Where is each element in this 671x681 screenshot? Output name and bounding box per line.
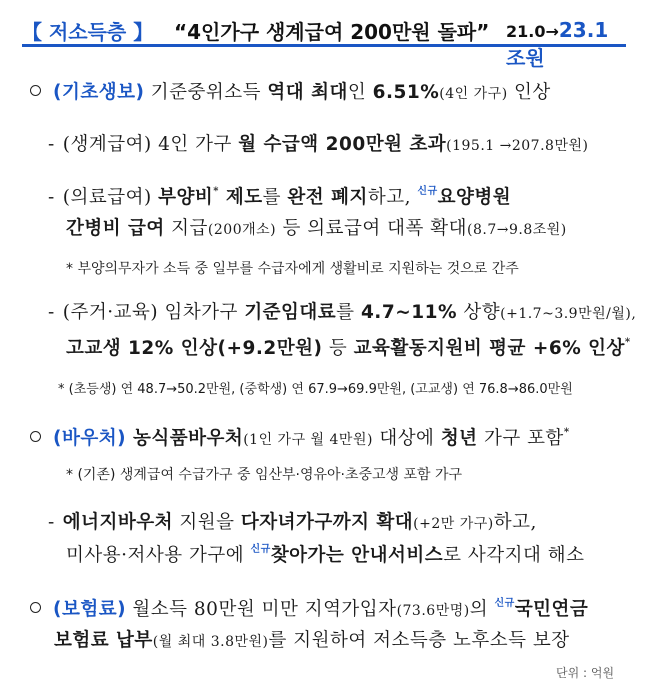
medical-bold5: 간병비 급여 xyxy=(66,218,165,239)
medical-bold2: 제도 xyxy=(218,187,263,208)
energy-bold1: 에너지바우처 xyxy=(62,512,173,533)
energy-small1: (+2만 가구) xyxy=(413,516,494,532)
housing-bold1: 기준임대료 xyxy=(244,302,337,323)
basic-text3: 인상 xyxy=(507,82,551,103)
energy-bold3: 찾아가는 안내서비스 xyxy=(270,545,444,566)
medical-text1: (의료급여) xyxy=(62,187,159,208)
circle-bullet-icon xyxy=(30,85,41,96)
housing-text2: 를 xyxy=(336,302,361,323)
energy-line2 xyxy=(66,540,584,567)
voucher-footnote: * (기존) 생계급여 수급가구 중 임산부·영유아·초중고생 포함 가구 xyxy=(66,467,463,483)
energy-text1: 지원을 xyxy=(173,512,241,533)
voucher-small1: (1인 가구 월 4만원) xyxy=(243,432,373,448)
new-badge: 신규 xyxy=(417,186,438,197)
basic-text1: 기준중위소득 xyxy=(144,82,268,103)
dash-bullet: - xyxy=(48,187,55,208)
basic-label: (기초생보) xyxy=(53,82,145,103)
circle-bullet-icon xyxy=(30,431,41,442)
medical-text2: 를 xyxy=(262,187,288,208)
energy-text4: 로 사각지대 해소 xyxy=(443,545,585,566)
insurance-line2 xyxy=(54,626,570,652)
housing-bold2: 4.7~11% xyxy=(360,302,457,323)
header-rule xyxy=(22,44,626,47)
housing-bold4: 교육활동지원비 평균 +6% 인상 xyxy=(353,338,625,359)
livelihood-line xyxy=(48,130,588,156)
medical-line1 xyxy=(48,182,511,209)
medical-sup1: * xyxy=(213,186,219,197)
energy-bold2: 다자녀가구까지 확대 xyxy=(240,512,414,533)
basic-text2: 인 xyxy=(347,82,373,103)
medical-bold4: 요양병원 xyxy=(437,187,512,208)
basic-bold1: 역대 최대 xyxy=(267,82,348,103)
livelihood-small1: (195.1 →207.8만원) xyxy=(446,138,589,154)
new-badge: 신규 xyxy=(494,598,515,609)
housing-sup1: * xyxy=(624,337,631,348)
medical-text3: 하고, xyxy=(367,187,418,208)
voucher-bold1: 농식품바우처 xyxy=(126,428,244,449)
voucher-text2: 가구 포함 xyxy=(477,428,564,449)
basic-note-small: (4인 가구) xyxy=(439,86,508,102)
insurance-bold1: 국민연금 xyxy=(514,599,589,620)
voucher-text1: 대상에 xyxy=(372,428,441,449)
insurance-text2: 의 xyxy=(469,599,495,620)
livelihood-bold1: 월 수급액 200만원 초과 xyxy=(238,134,447,155)
insurance-label: (보험료) xyxy=(53,599,127,620)
medical-text4: 지급 xyxy=(164,218,208,239)
headline-title: “4인가구 생계급여 200만원 돌파” xyxy=(174,20,490,44)
dash-bullet: - xyxy=(48,512,55,533)
housing-line1 xyxy=(48,298,636,324)
basic-rate: 6.51% xyxy=(372,82,440,103)
medical-bold1: 부양비 xyxy=(158,187,214,208)
insurance-text3: 를 지원하여 저소득층 노후소득 보장 xyxy=(268,630,570,651)
new-badge: 신규 xyxy=(250,544,271,555)
housing-line2 xyxy=(66,334,631,360)
basic-line xyxy=(30,78,551,104)
housing-text4: 등 xyxy=(322,338,354,359)
housing-small1: (+1.7~3.9만원/월), xyxy=(500,306,637,322)
medical-small2: (8.7→9.8조원) xyxy=(467,222,567,238)
header xyxy=(22,8,626,70)
insurance-small1: (73.6만명) xyxy=(396,603,470,619)
housing-bold3: 고교생 12% 인상(+9.2만원) xyxy=(66,338,323,359)
insurance-line1 xyxy=(30,594,588,621)
energy-text2: 하고, xyxy=(493,512,537,533)
category-tag: 【 저소득층 】 xyxy=(22,20,154,44)
energy-text3: 미사용·저사용 가구에 xyxy=(66,545,251,566)
medical-footnote: * 부양의무자가 소득 중 일부를 수급자에게 생활비로 지원하는 것으로 간주 xyxy=(66,261,519,277)
insurance-text1: 월소득 80만원 미만 지역가입자 xyxy=(126,599,397,620)
dash-bullet: - xyxy=(48,302,55,323)
insurance-small2: (월 최대 3.8만원) xyxy=(152,634,269,650)
unit-label: 단위 : 억원 xyxy=(556,666,615,680)
medical-small1: (200개소) xyxy=(207,222,277,238)
circle-bullet-icon xyxy=(30,602,41,613)
housing-footnote: * (초등생) 연 48.7→50.2만원, (중학생) 연 67.9→69.9만원, (고교생) 연 76.8→86.0만원 xyxy=(58,382,573,397)
voucher-label: (바우처) xyxy=(53,428,127,449)
dash-bullet: - xyxy=(48,134,55,155)
housing-text1: (주거·교육) 임차가구 xyxy=(62,302,245,323)
budget-from: 21.0→ xyxy=(506,22,559,41)
medical-bold3: 완전 폐지 xyxy=(287,187,368,208)
budget-to: 23.1조원 xyxy=(506,18,609,70)
voucher-line xyxy=(30,424,570,450)
medical-text5: 등 의료급여 대폭 확대 xyxy=(276,218,467,239)
medical-line2 xyxy=(66,214,567,240)
livelihood-text1: (생계급여) 4인 가구 xyxy=(62,134,239,155)
voucher-sup1: * xyxy=(563,427,570,438)
housing-text3: 상향 xyxy=(457,302,501,323)
energy-line1 xyxy=(48,508,537,534)
insurance-bold2: 보험료 납부 xyxy=(54,630,153,651)
voucher-bold2: 청년 xyxy=(440,428,478,449)
